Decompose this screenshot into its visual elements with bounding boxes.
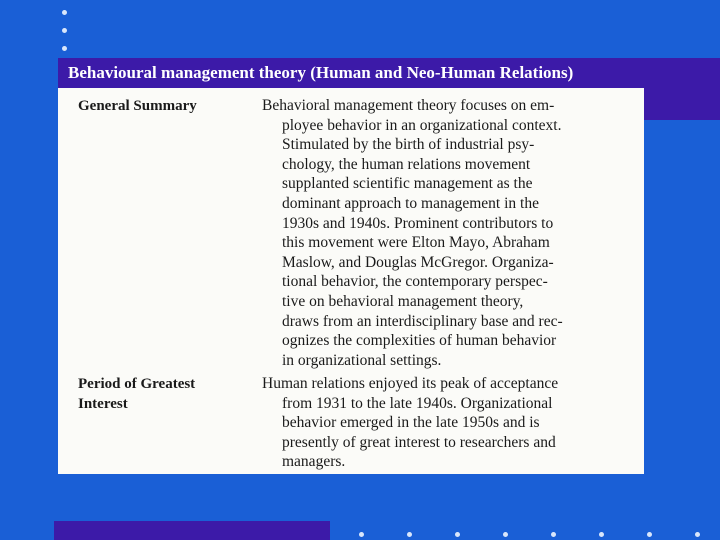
- text-line: from 1931 to the late 1940s. Organizational: [282, 394, 553, 412]
- bottom-accent-bar: [54, 521, 330, 540]
- text-line: draws from an interdisciplinary base and rec-: [282, 312, 563, 330]
- text-line: supplanted scientific management as the: [282, 175, 533, 193]
- decor-dot: [359, 532, 364, 537]
- text-line: ognizes the complexities of human behavior: [282, 332, 557, 350]
- text-line: Human relations enjoyed its peak of acceptance: [262, 375, 559, 392]
- decor-dot: [407, 532, 412, 537]
- label-line: Period of Greatest: [78, 376, 196, 392]
- text-line: 1930s and 1940s. Prominent contributors to: [282, 214, 554, 232]
- text-line: ployee behavior in an organizational context.: [282, 116, 562, 134]
- slide-title: Behavioural management theory (Human and Neo-Human Relations): [68, 63, 574, 82]
- text-line: in organizational settings.: [282, 351, 442, 369]
- decor-dot: [62, 10, 67, 15]
- text-line: Behavioral management theory focuses on em-: [262, 97, 555, 114]
- decor-dot: [647, 532, 652, 537]
- row-label-period-of-greatest-interest: [78, 374, 195, 414]
- text-line: chology, the human relations movement: [282, 155, 531, 173]
- label-line: Interest: [78, 396, 128, 412]
- text-line: Maslow, and Douglas McGregor. Organiza-: [282, 253, 554, 271]
- text-line: this movement were Elton Mayo, Abraham: [282, 234, 550, 252]
- text-line: behavior emerged in the late 1950s and is: [282, 414, 540, 432]
- decor-dot: [551, 532, 556, 537]
- decor-dot: [62, 46, 67, 51]
- text-line: Stimulated by the birth of industrial psy-: [282, 136, 535, 154]
- row-label-general-summary: [78, 96, 197, 116]
- decor-dot: [455, 532, 460, 537]
- row-body-period-of-greatest-interest: [262, 374, 558, 472]
- row-body-general-summary: [262, 96, 563, 370]
- decor-dot: [695, 532, 700, 537]
- label-line: General Summary: [78, 98, 197, 114]
- text-line: tional behavior, the contemporary perspec-: [282, 273, 548, 291]
- text-line: managers.: [282, 453, 346, 471]
- text-line: tive on behavioral management theory,: [282, 292, 524, 310]
- decor-dot: [599, 532, 604, 537]
- decor-dot: [62, 28, 67, 33]
- text-line: presently of great interest to researchers and: [282, 433, 556, 451]
- decor-dot: [503, 532, 508, 537]
- scanned-table-image: [58, 88, 644, 474]
- text-line: dominant approach to management in the: [282, 194, 539, 212]
